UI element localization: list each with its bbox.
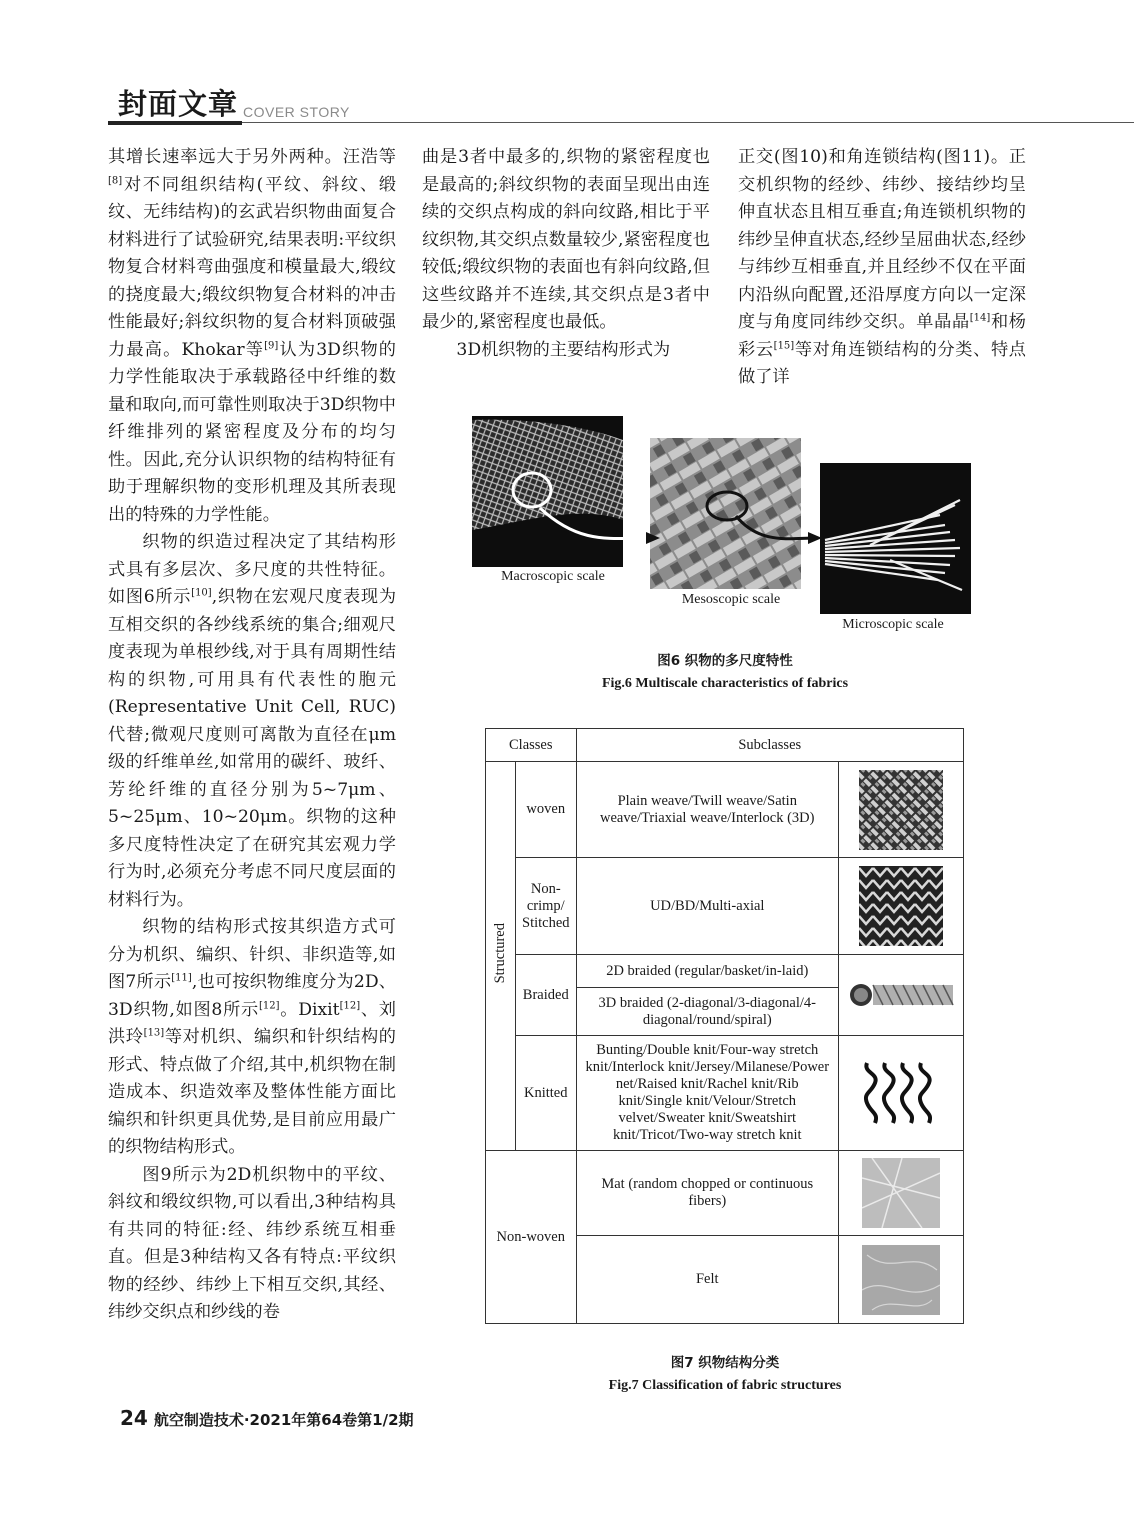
micro-label: Microscopic scale [842, 617, 944, 632]
felt-subclass: Felt [576, 1236, 838, 1324]
woven-thumb-cell [839, 762, 964, 858]
journal-info: 航空制造技术·2021年第64卷第1/2期 [153, 1411, 414, 1429]
figure-7-caption-en: Fig.7 Classification of fabric structures [608, 1378, 842, 1393]
macro-panel [472, 416, 623, 567]
braided-2d: 2D braided (regular/basket/in-laid) [576, 955, 838, 988]
knitted-subclasses: Bunting/Double knit/Four-way stretch knit/Interlock knit/Jersey/Milanese/Power net/Raised knit/Rachel knit/Rib knit/Single knit/Velour/Stretch velvet/Sweater knit/Sweatshirt knit/Tricot/Two-way stretch knit [576, 1036, 838, 1151]
mat-thumb-cell [839, 1151, 964, 1236]
text-column-3 [738, 144, 1026, 392]
felt-fabric-image [862, 1245, 940, 1315]
section-title: 封面文章 [118, 87, 239, 121]
knitted-thumb-cell [839, 1036, 964, 1151]
classification-table [485, 728, 964, 1324]
fabric-mesh-image [472, 420, 623, 530]
text-column-2 [422, 144, 710, 364]
paragraph: 其增长速率远大于另外两种。汪浩等[8]对不同组织结构(平纹、斜纹、缎纹、无纬结构)的玄武岩织物曲面复合材料进行了试验研究,结果表明:平纹织物复合材料弯曲强度和模量最大,缎纹的挠度最大;缎纹织物复合材料的冲击性能最好;斜纹织物的复合材料顶破强力最高。Khokar等[9]认为3D织物的力学性能取决于承载路径中纤维的数量和取向,而可靠性则取决于3D织物中纤维排列的紧密程度及分布的均匀性。因此,充分认识织物的结构特征有助于理解织物的变形机理及其所表现出的特殊的力学性能。 [108, 147, 396, 525]
micro-panel [820, 463, 971, 614]
woven-class: woven [516, 762, 577, 858]
paragraph: 图9所示为2D机织物中的平纹、斜纹和缎纹织物,可以看出,3种结构具有共同的特征:经、纬纱系统互相垂直。但是3种结构又各有特点:平纹织物的经纱、纬纱上下相互交织,其经、纬纱交织点和纱线的卷 [108, 1164, 396, 1322]
figure-caption-cn: 图6 织物的多尺度特性 [657, 653, 793, 669]
header-classes: Classes [486, 729, 577, 762]
knitted-class: Knitted [516, 1036, 577, 1151]
woven-fabric-image [859, 770, 943, 850]
macro-label: Macroscopic scale [501, 569, 605, 584]
mat-fabric-image [862, 1158, 940, 1228]
braided-class: Braided [516, 955, 577, 1036]
text-column-1 [108, 144, 396, 1327]
felt-thumb-cell [839, 1236, 964, 1324]
noncrimp-class: Non-crimp/ Stitched [516, 858, 577, 955]
figure-caption-en: Fig.6 Multiscale characteristics of fabrics [601, 676, 849, 691]
paragraph: 正交(图10)和角连锁结构(图11)。正交机织物的经纱、纬纱、接结纱均呈伸直状态且相互垂直;角连锁机织物的纬纱呈伸直状态,经纱呈屈曲状态,经纱与纬纱互相垂直,并且经纱不仅在平面内沿纵向配置,还沿厚度方向以一定深度与角度同纬纱交织。单晶晶[14]和杨彩云[15]等对角连锁结构的分类、特点做了详 [738, 147, 1026, 387]
figure-7-caption-cn: 图7 织物结构分类 [670, 1355, 780, 1371]
figure-7 [485, 728, 964, 1324]
fiber-bundle-image [825, 500, 962, 590]
paragraph: 织物的织造过程决定了其结构形式具有多层次、多尺度的共性特征。如图6所示[10],织物在宏观尺度表现为互相交织的各纱线系统的集合;细观尺度表现为单根纱线,对于具有周期性结构的织物,可用具有代表性的胞元(Representative Unit Cell, RUC)代替;微观尺度则可离散为直径在μm级的纤维单丝,如常用的碳纤、玻纤、芳纶纤维的直径分别为5~7μm、5~25μm、10~20μm。织物的这种多尺度特性决定了在研究其宏观力学行为时,必须充分考虑不同尺度层面的材料行为。 [108, 532, 397, 910]
header-divider [242, 122, 1134, 123]
mat-subclass: Mat (random chopped or continuous fibers) [576, 1151, 838, 1236]
braided-thumb-cell [839, 955, 964, 1036]
paragraph: 织物的结构形式按其织造方式可分为机织、编织、针织、非织造等,如图7所示[11],也可按织物维度分为2D、3D织物,如图8所示[12]。Dixit[12]、刘洪玲[13]等对机织、编织和针织结构的形式、特点做了介绍,其中,机织物在制造成本、织造效率及整体性能方面比编织和针织更具优势,是目前应用最广的织物结构形式。 [108, 917, 396, 1157]
page-number: 24 [120, 1406, 148, 1430]
woven-subclasses: Plain weave/Twill weave/Satin weave/Triaxial weave/Interlock (3D) [576, 762, 838, 858]
meso-label: Mesoscopic scale [681, 592, 781, 607]
paragraph: 3D机织物的主要结构形式为 [456, 339, 671, 360]
structured-cell: Structured [486, 762, 516, 1151]
knitted-fabric-image [859, 1053, 943, 1133]
page-footer [120, 1406, 414, 1430]
braided-3d: 3D braided (2-diagonal/3-diagonal/4-diagonal/round/spiral) [576, 988, 838, 1036]
header-subclasses: Subclasses [576, 729, 963, 762]
braided-fabric-image [845, 975, 957, 1015]
header-rule [108, 121, 242, 125]
meso-panel [650, 438, 801, 589]
noncrimp-thumb-cell [839, 858, 964, 955]
nonwoven-class: Non-woven [486, 1151, 577, 1324]
stitched-fabric-image [859, 866, 943, 946]
section-title-english: COVER STORY [243, 104, 350, 120]
paragraph: 曲是3者中最多的,织物的紧密程度也是最高的;斜纹织物的表面呈现出由连续的交织点构成的斜向纹路,相比于平纹织物,其交织点数量较少,紧密程度也较低;缎纹织物的表面也有斜向纹路,但这些纹路并不连续,其交织点是3者中最少的,紧密程度也最低。 [422, 147, 710, 332]
noncrimp-subclasses: UD/BD/Multi-axial [576, 858, 838, 955]
